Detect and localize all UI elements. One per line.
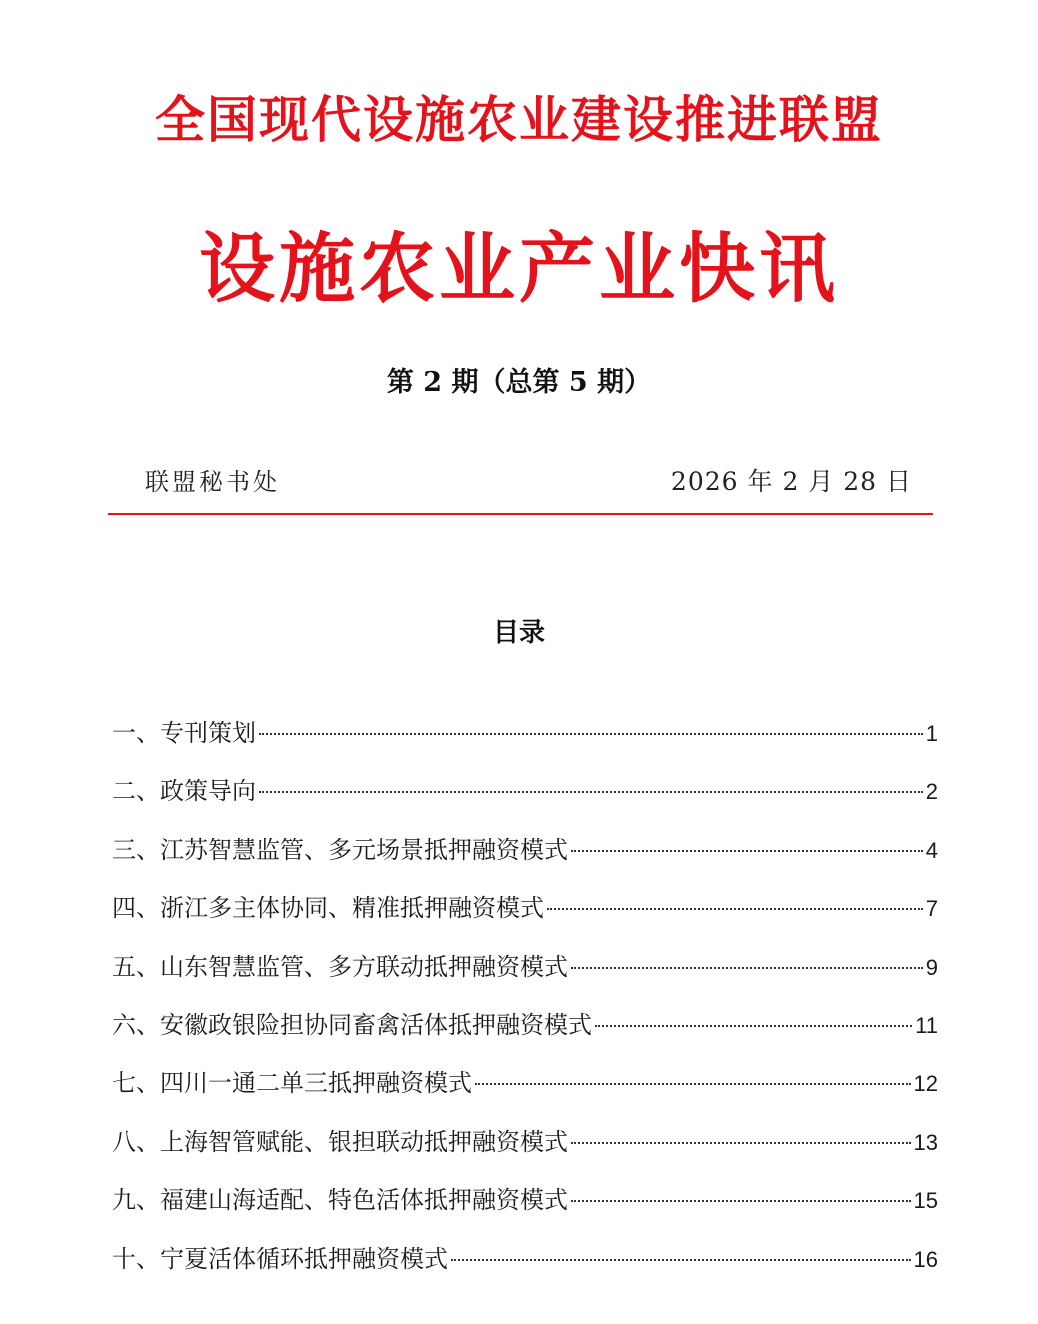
toc-item-label: 十、宁夏活体循环抵押融资模式 <box>112 1244 448 1273</box>
toc-item-1[interactable] <box>112 713 938 771</box>
toc-item-page: 15 <box>913 1188 938 1214</box>
toc-item-10[interactable] <box>112 1239 938 1297</box>
toc-item-label: 二、政策导向 <box>112 777 256 806</box>
toc-item-label: 四、浙江多主体协同、精准抵押融资模式 <box>112 894 544 923</box>
toc-dot-leader <box>259 791 923 793</box>
toc-item-2[interactable] <box>112 771 938 829</box>
toc-item-label: 三、江苏智慧监管、多元场景抵押融资模式 <box>112 835 568 864</box>
toc-dot-leader <box>571 850 923 852</box>
toc-item-8[interactable] <box>112 1122 938 1180</box>
toc-item-page: 2 <box>925 779 938 805</box>
toc-item-label: 一、专刊策划 <box>112 719 256 747</box>
toc-dot-leader <box>547 908 923 910</box>
toc-dot-leader <box>571 1200 911 1202</box>
toc-dot-leader <box>451 1259 911 1261</box>
toc-item-page: 4 <box>925 837 938 863</box>
toc-dot-leader <box>595 1025 912 1027</box>
toc-item-page: 11 <box>915 1012 938 1038</box>
toc-item-3[interactable] <box>112 830 938 888</box>
bulletin-title: 设施农业产业快讯 <box>199 224 839 313</box>
toc-dot-leader <box>475 1083 911 1085</box>
toc-item-page: 7 <box>925 896 938 922</box>
toc-dot-leader <box>571 1142 911 1144</box>
issue-number: 第 2 期（总第 5 期） <box>386 367 652 398</box>
toc-item-label: 五、山东智慧监管、多方联动抵押融资模式 <box>112 952 568 981</box>
publisher: 联盟秘书处 <box>145 468 280 496</box>
toc-item-page: 1 <box>925 721 938 746</box>
toc-heading: 目录 <box>492 618 545 648</box>
toc-item-7[interactable] <box>112 1063 938 1121</box>
header-divider <box>108 513 933 515</box>
organization-name: 全国现代设施农业建设推进联盟 <box>155 90 883 149</box>
toc-item-6[interactable] <box>112 1005 938 1063</box>
toc-item-label: 七、四川一通二单三抵押融资模式 <box>112 1069 472 1098</box>
publish-date: 2026 年 2 月 28 日 <box>670 467 912 496</box>
table-of-contents <box>112 713 938 1297</box>
toc-item-4[interactable] <box>112 888 938 946</box>
toc-item-9[interactable] <box>112 1180 938 1238</box>
toc-item-label: 九、福建山海适配、特色活体抵押融资模式 <box>112 1186 568 1215</box>
toc-item-page: 13 <box>913 1129 938 1155</box>
toc-item-page: 12 <box>913 1071 938 1097</box>
toc-item-page: 16 <box>913 1246 938 1272</box>
toc-item-page: 9 <box>925 954 938 980</box>
toc-item-5[interactable] <box>112 947 938 1005</box>
toc-dot-leader <box>571 967 923 969</box>
toc-dot-leader <box>259 733 923 735</box>
toc-item-label: 六、安徽政银险担协同畜禽活体抵押融资模式 <box>112 1010 592 1039</box>
toc-item-label: 八、上海智管赋能、银担联动抵押融资模式 <box>112 1127 568 1156</box>
